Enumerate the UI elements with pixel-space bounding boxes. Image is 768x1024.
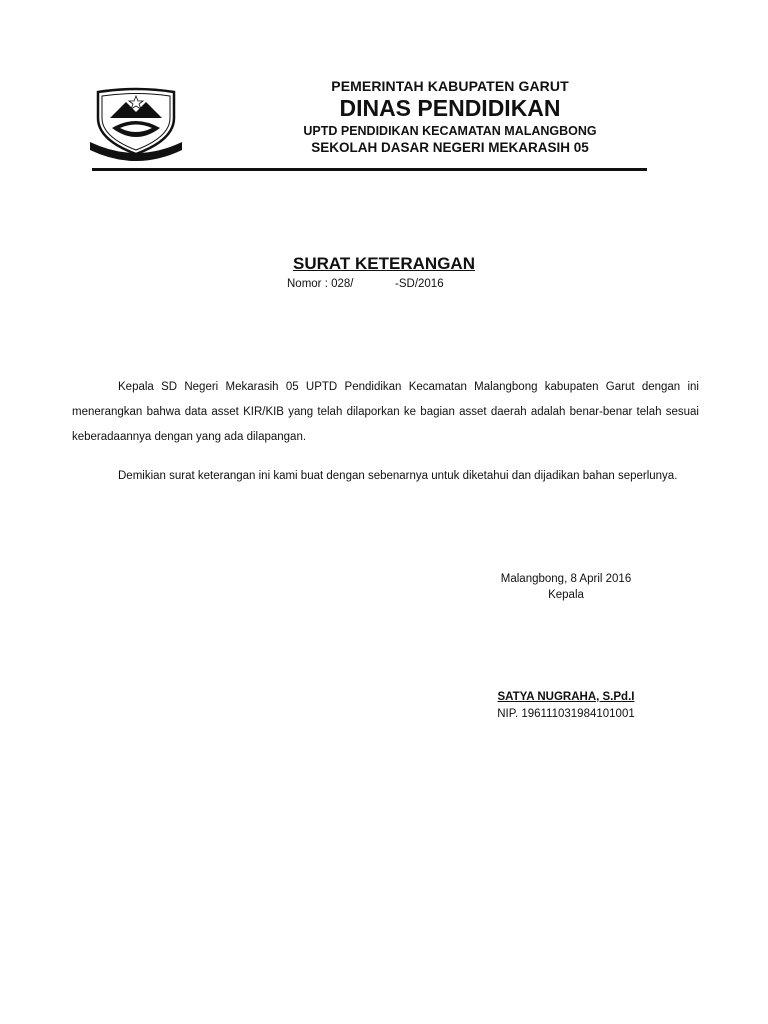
government-name: PEMERINTAH KABUPATEN GARUT (331, 78, 569, 94)
agency-name: DINAS PENDIDIKAN (339, 95, 561, 121)
paragraph-closing: Demikian surat keterangan ini kami buat dengan sebenarnya untuk diketahui dan dijadikan bahan seperlunya. (118, 470, 678, 482)
garut-regency-emblem-icon (88, 84, 184, 166)
sub-agency-name: UPTD PENDIDIKAN KECAMATAN MALANGBONG (303, 124, 597, 138)
school-name: SEKOLAH DASAR NEGERI MEKARASIH 05 (311, 140, 589, 155)
letterhead (270, 78, 630, 155)
signatory-name: SATYA NUGRAHA, S.Pd.I (497, 691, 635, 703)
signature-role: Kepala (548, 589, 584, 601)
document-number: Nomor : 028/ -SD/2016 (287, 278, 444, 290)
signature-place-date: Malangbong, 8 April 2016 (500, 573, 632, 585)
letterhead-divider (92, 168, 647, 171)
document-title: SURAT KETERANGAN (293, 254, 475, 273)
signatory-nip: NIP. 196111031984101001 (497, 708, 635, 720)
paragraph-statement: Kepala SD Negeri Mekarasih 05 UPTD Pendidikan Kecamatan Malangbong kabupaten Garut dengan ini menerangkan bahwa data asset KIR/KIB yang telah dilaporkan ke bagian asset daerah adalah benar-benar telah sesuai keberadaannya dengan yang ada dilapangan. (72, 381, 699, 443)
